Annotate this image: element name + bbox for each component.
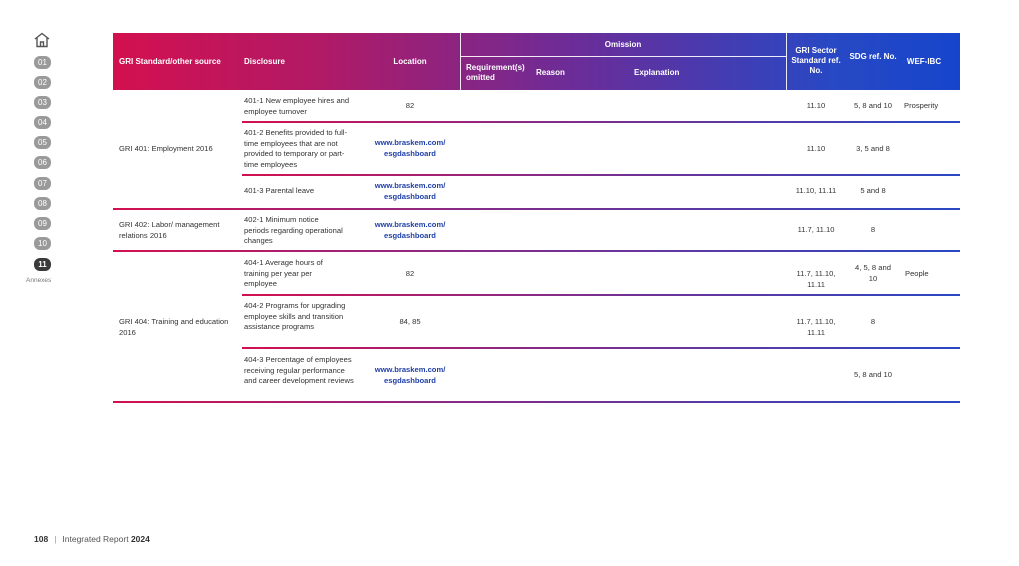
report-title: Integrated Report bbox=[62, 534, 129, 544]
table-row-sector: 11.10 bbox=[806, 144, 826, 153]
table-row-sdg: 8 bbox=[870, 225, 876, 234]
row-separator bbox=[242, 347, 960, 349]
annex-label: Annexes bbox=[26, 277, 52, 284]
chapter-06[interactable]: 06 bbox=[34, 156, 51, 169]
table-row-wef: People bbox=[905, 269, 929, 278]
header-disclosure: Disclosure bbox=[244, 57, 285, 66]
table-bottom-border bbox=[113, 401, 960, 403]
row-separator bbox=[242, 121, 960, 123]
chapter-08[interactable]: 08 bbox=[34, 197, 51, 210]
table-header bbox=[113, 33, 960, 90]
omission-divider bbox=[460, 56, 786, 57]
table-row-sector: 11.10 bbox=[806, 101, 826, 110]
group-separator bbox=[113, 250, 960, 252]
table-row-location: 82 bbox=[405, 269, 415, 278]
chapter-10[interactable]: 10 bbox=[34, 237, 51, 250]
group-separator bbox=[113, 208, 960, 210]
chapter-07[interactable]: 07 bbox=[34, 177, 51, 190]
chapter-09[interactable]: 09 bbox=[34, 217, 51, 230]
row-separator bbox=[242, 294, 960, 296]
chapter-04[interactable]: 04 bbox=[34, 116, 51, 129]
chapter-03[interactable]: 03 bbox=[34, 96, 51, 109]
home-icon[interactable] bbox=[33, 32, 51, 48]
table-row-disclosure: 404-2 Programs for upgrading employee skills and transition assistance programs bbox=[244, 301, 346, 331]
table-row-sector: 11.7, 11.10, 11.11 bbox=[796, 317, 836, 337]
table-row-sdg: 8 bbox=[870, 317, 876, 326]
header-omission: Omission bbox=[604, 40, 642, 49]
table-row-sdg: 5, 8 and 10 bbox=[853, 370, 892, 379]
header-divider bbox=[786, 33, 787, 90]
footer-divider: | bbox=[54, 534, 57, 544]
page-number: 108 bbox=[34, 534, 49, 544]
header-sdg: SDG ref. No. bbox=[849, 52, 897, 61]
table-row-disclosure: 402-1 Minimum notice periods regarding operational changes bbox=[244, 215, 343, 245]
table-row-wef: Prosperity bbox=[904, 101, 939, 110]
table-row-disclosure: 404-1 Average hours of training per year per employee bbox=[244, 258, 323, 288]
header-requirements: Requirement(s) omitted bbox=[466, 63, 525, 82]
header-sector: GRI Sector Standard ref. No. bbox=[791, 46, 841, 75]
group-standard: GRI 402: Labor/ management relations 2016 bbox=[119, 220, 220, 240]
header-wef: WEF-IBC bbox=[906, 57, 942, 66]
table-row-sector: 11.7, 11.10 bbox=[797, 225, 835, 234]
table-row-location-link[interactable]: www.braskem.com/ esgdashboard bbox=[374, 220, 446, 240]
report-year: 2024 bbox=[130, 534, 150, 544]
table-row-sdg: 4, 5, 8 and 10 bbox=[855, 263, 891, 283]
table-row-disclosure: 401-1 New employee hires and employee turnover bbox=[244, 96, 350, 116]
table-row-sdg: 5, 8 and 10 bbox=[853, 101, 892, 110]
table-row-location-link[interactable]: www.braskem.com/ esgdashboard bbox=[374, 365, 446, 385]
table-row-disclosure: 404-3 Percentage of employees receiving regular performance and career development reviews bbox=[244, 355, 354, 385]
group-standard: GRI 404: Training and education 2016 bbox=[119, 317, 229, 337]
table-row-sdg: 3, 5 and 8 bbox=[856, 144, 890, 153]
chapter-01[interactable]: 01 bbox=[34, 56, 51, 69]
table-row-sector: 11.7, 11.10, 11.11 bbox=[796, 269, 836, 289]
chapter-05[interactable]: 05 bbox=[34, 136, 51, 149]
header-standard: GRI Standard/other source bbox=[119, 57, 221, 66]
header-location: Location bbox=[393, 57, 427, 66]
header-explanation: Explanation bbox=[634, 68, 680, 77]
group-standard: GRI 401: Employment 2016 bbox=[119, 144, 213, 153]
table-row-location: 84, 85 bbox=[399, 317, 421, 326]
table-row-sdg: 5 and 8 bbox=[860, 186, 886, 195]
table-row-location-link[interactable]: www.braskem.com/ esgdashboard bbox=[374, 138, 446, 158]
table-row-disclosure: 401-3 Parental leave bbox=[244, 186, 315, 195]
table-row-disclosure: 401-2 Benefits provided to full-time employees that are not provided to temporary or part-time employees bbox=[244, 128, 347, 169]
chapter-02[interactable]: 02 bbox=[34, 76, 51, 89]
gri-table bbox=[113, 33, 960, 385]
header-reason: Reason bbox=[536, 68, 565, 77]
table-row-location-link[interactable]: www.braskem.com/ esgdashboard bbox=[374, 181, 446, 201]
table-row-sector: 11.10, 11.11 bbox=[795, 186, 837, 195]
chapter-11[interactable]: 11 bbox=[34, 258, 51, 271]
row-separator bbox=[242, 174, 960, 176]
table-row-location: 82 bbox=[405, 101, 415, 110]
page-footer bbox=[34, 534, 150, 544]
